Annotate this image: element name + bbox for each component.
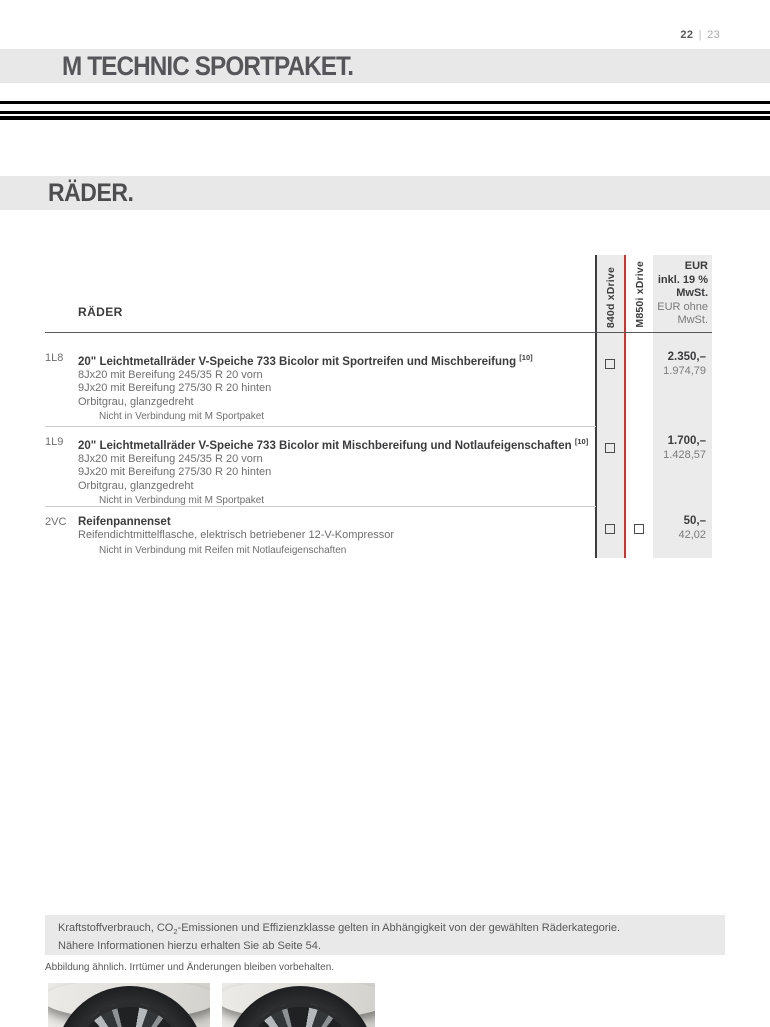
- option-code: 1L9: [45, 436, 64, 448]
- price-cell: [649, 351, 706, 378]
- row-separator: [45, 506, 596, 507]
- price-header-line3: MwSt.: [676, 287, 708, 299]
- note-line1-pre: Kraftstoffverbrauch, CO: [58, 922, 174, 934]
- chapter-title: M TECHNIC SPORTPAKET.: [62, 50, 354, 81]
- option-title-text: 20" Leichtmetallräder V-Speiche 733 Bicolor mit Sportreifen und Mischbereifung: [78, 355, 517, 368]
- price-gross: 1.700,–: [667, 435, 706, 447]
- checkbox-icon: [605, 524, 615, 534]
- consumption-note-line1: [58, 921, 725, 939]
- divider-rule-thick: [0, 116, 770, 120]
- table-row: [45, 351, 590, 423]
- option-restriction-note: Nicht in Verbindung mit M Sportpaket: [99, 495, 265, 507]
- price-net: 1.428,57: [663, 448, 706, 461]
- footnote-marker: [10]: [519, 353, 533, 362]
- option-title-text: 20" Leichtmetallräder V-Speiche 733 Bicolor mit Mischbereifung und Notlaufeigenschaften: [78, 439, 572, 452]
- option-detail: 9Jx20 mit Bereifung 275/30 R 20 hinten: [78, 466, 272, 479]
- checkbox-icon: [634, 524, 644, 534]
- option-detail: 8Jx20 mit Bereifung 245/35 R 20 vorn: [78, 452, 263, 465]
- price-gross: 50,–: [683, 515, 706, 527]
- disclaimer-text: Abbildung ähnlich. Irrtümer und Änderungen bleiben vorbehalten.: [45, 962, 335, 973]
- option-detail: 9Jx20 mit Bereifung 275/30 R 20 hinten: [78, 382, 272, 395]
- row-separator: [45, 426, 596, 427]
- price-header-line1: EUR: [684, 260, 708, 272]
- option-code: 1L8: [45, 352, 64, 364]
- page-number-separator: |: [698, 29, 702, 41]
- option-restriction-note: Nicht in Verbindung mit Reifen mit Notlaufeigenschaften: [99, 544, 347, 556]
- wheel-photo-1: [48, 983, 210, 1027]
- table-row: [45, 435, 590, 507]
- wheel-photo-2: [222, 983, 375, 1027]
- table-row: [45, 515, 590, 557]
- column-header-840d: [597, 256, 624, 328]
- checkbox-icon: [605, 443, 615, 453]
- page-number-next: 23: [707, 29, 720, 41]
- price-header-line2: inkl. 19 %: [657, 273, 708, 286]
- option-title: [78, 515, 590, 529]
- consumption-note-box: [45, 915, 725, 955]
- option-detail: Orbitgrau, glanzgedreht: [78, 395, 194, 408]
- price-net: 1.974,79: [663, 364, 706, 377]
- section-title-band: [0, 176, 770, 210]
- price-gross: 2.350,–: [667, 351, 706, 363]
- footnote-marker: [10]: [574, 437, 589, 446]
- price-cell: [649, 435, 706, 462]
- table-header-underline: [45, 332, 712, 333]
- divider-rule-thin: [0, 101, 770, 104]
- page-number-current: 22: [680, 29, 694, 41]
- option-detail: Orbitgrau, glanzgedreht: [78, 479, 194, 492]
- co2-subscript: 2: [173, 927, 178, 937]
- price-net: 42,02: [678, 528, 706, 541]
- column-header-m850i-label: M850i xDrive: [633, 261, 646, 328]
- section-title: RÄDER.: [48, 178, 134, 207]
- option-restriction-note: Nicht in Verbindung mit M Sportpaket: [99, 411, 265, 423]
- option-title-text: Reifenpannenset: [78, 516, 171, 528]
- table-column-header-raeder: RÄDER: [78, 305, 123, 319]
- page-number: [680, 29, 720, 41]
- price-header-sub1: EUR ohne: [657, 300, 708, 313]
- column-header-840d-label: 840d xDrive: [604, 266, 617, 328]
- option-code: 2VC: [45, 516, 67, 528]
- option-detail: 8Jx20 mit Bereifung 245/35 R 20 vorn: [78, 368, 263, 381]
- price-header-sub2: MwSt.: [677, 314, 708, 326]
- price-cell: [649, 515, 706, 542]
- column-header-price: [649, 260, 708, 328]
- chapter-title-band: [0, 49, 770, 83]
- option-title: [78, 351, 590, 369]
- divider-rule-mid: [0, 111, 770, 114]
- option-detail: Reifendichtmittelflasche, elektrisch betriebener 12-V-Kompressor: [78, 529, 395, 541]
- checkbox-icon: [605, 359, 615, 369]
- note-line1-post: -Emissionen und Effizienzklasse gelten in Abhängigkeit von der gewählten Räderkategorie.: [177, 922, 621, 934]
- consumption-note-line2: Nähere Informationen hierzu erhalten Sie ab Seite 54.: [58, 940, 321, 953]
- option-title: [78, 435, 590, 453]
